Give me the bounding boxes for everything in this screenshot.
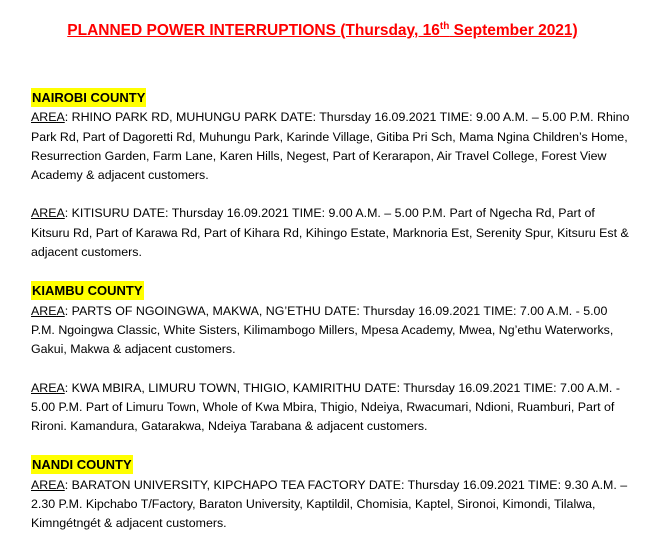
title-superscript: th — [439, 20, 450, 32]
county-section-nandi — [31, 455, 631, 533]
county-heading: KIAMBU COUNTY — [32, 283, 143, 299]
area-paragraph — [31, 379, 631, 437]
county-heading: NANDI COUNTY — [32, 457, 132, 473]
area-text: : RHINO PARK RD, MUHUNGU PARK DATE: Thursday 16.09.2021 TIME: 9.00 A.M. – 5.00 P.M. Rhino Park Rd, Part of Dagoretti Rd, Muhungu Park, Karinde Village, Gitiba Pri Sch, Mama Ngina Children’s Home, Resurrection Garden, Farm Lane, Karen Hills, Negest, Part of Kerarapon, Air Travel College, Forest View Academy & adjacent customers. — [31, 110, 630, 183]
county-heading: NAIROBI COUNTY — [32, 90, 146, 105]
area-label: AREA — [31, 303, 65, 318]
county-section-nairobi — [31, 88, 631, 262]
title-prefix: PLANNED POWER INTERRUPTIONS (Thursday, 16 — [67, 22, 440, 39]
area-text: : KWA MBIRA, LIMURU TOWN, THIGIO, KAMIRITHU DATE: Thursday 16.09.2021 TIME: 7.00 A.M. - 5.00 P.M. Part of Limuru Town, Whole of Kwa Mbira, Thigio, Ndeiya, Rwacumari, Ndioni, Ruamburi, Part of Rironi. Kamandura, Gatarakwa, Ndeiya Tarabana & adjacent customers. — [31, 380, 620, 434]
area-paragraph — [31, 476, 631, 534]
area-label: AREA — [31, 206, 65, 221]
area-text: : BARATON UNIVERSITY, KIPCHAPO TEA FACTORY DATE: Thursday 16.09.2021 TIME: 9.30 A.M. – 2.30 P.M. Kipchabo T/Factory, Baraton University, Kaptildil, Chomisia, Kaptel, Sironoi, Kimondi, Tilalwa, Kimngétngét & adjacent customers. — [31, 477, 628, 531]
area-text: : KITISURU DATE: Thursday 16.09.2021 TIME: 9.00 A.M. – 5.00 P.M. Part of Ngecha Rd, Part of Kitsuru Rd, Part of Karawa Rd, Part of Kihara Rd, Kihingo Estate, Marknoria Est, Serenity Spur, Kitsuru Est & adjacent customers. — [31, 206, 629, 260]
area-paragraph — [31, 302, 631, 360]
document-body — [31, 88, 631, 534]
page-title — [0, 22, 645, 40]
area-paragraph — [31, 204, 631, 262]
area-label: AREA — [31, 380, 65, 395]
title-suffix: September 2021) — [449, 22, 578, 39]
area-paragraph — [31, 108, 631, 185]
county-section-kiambu — [31, 281, 631, 436]
area-label: AREA — [31, 110, 65, 125]
area-label: AREA — [31, 477, 65, 492]
area-text: : PARTS OF NGOINGWA, MAKWA, NG’ETHU DATE: Thursday 16.09.2021 TIME: 7.00 A.M. - 5.00 P.M. Ngoingwa Classic, White Sisters, Kilimambogo Millers, Mpesa Academy, Mwea, Ng’ethu Waterworks, Gakui, Makwa & adjacent customers. — [31, 303, 614, 357]
